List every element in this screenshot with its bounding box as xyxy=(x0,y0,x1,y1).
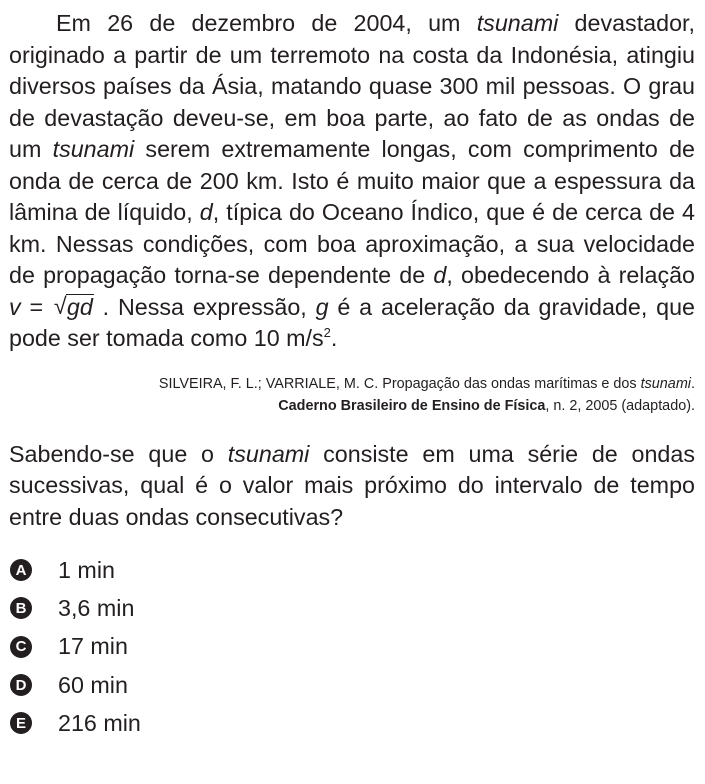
option-d[interactable] xyxy=(9,666,695,704)
passage-text: é a aceleração da gravidade, que pode ser tomada como 10 m/s xyxy=(9,293,695,351)
citation-line-1 xyxy=(9,373,695,395)
passage-paragraph xyxy=(9,8,695,355)
passage-italic-term: tsunami xyxy=(52,136,135,162)
equation-equals: = xyxy=(20,293,52,320)
option-c[interactable] xyxy=(9,628,695,666)
question-text: consiste em uma série de ondas sucessivas, qual é o valor mais próximo do intervalo de tempo entre duas ondas consecutivas? xyxy=(9,440,695,530)
option-text: 17 min xyxy=(58,633,128,660)
passage-variable: g xyxy=(315,293,329,320)
question-text: Sabendo-se que o xyxy=(9,440,228,467)
option-letter-badge: E xyxy=(10,712,32,734)
option-text: 60 min xyxy=(58,671,128,698)
passage-text: , obedecendo à relação xyxy=(446,262,696,288)
passage-text: . Nessa expressão, xyxy=(93,293,316,320)
passage-variable: d xyxy=(433,262,447,288)
citation-text: , n. 2, 2005 (adaptado). xyxy=(545,397,695,414)
passage-text: . xyxy=(330,325,338,351)
answer-options xyxy=(9,551,695,742)
option-letter-badge: B xyxy=(10,597,32,619)
citation-line-2 xyxy=(9,395,695,417)
passage-text: , típica do Oceano Índico, que é de cerca de 4 km. Nessas condições, com boa aproximação, a sua velocidade de propagação torna-se dependente de xyxy=(9,199,695,288)
option-e[interactable] xyxy=(9,704,695,742)
equation-variable: v xyxy=(9,293,21,320)
question-stem xyxy=(9,439,695,534)
radical-sign: √ xyxy=(53,292,67,319)
option-a[interactable] xyxy=(9,551,695,589)
passage-italic-term: tsunami xyxy=(476,10,559,36)
passage-text: serem extremamente longas, com comprimento de onda de cerca de 200 km. Isto é muito maior que a espessura da lâmina de líquido, xyxy=(9,136,695,225)
radicand: gd xyxy=(66,293,93,320)
option-text: 216 min xyxy=(58,709,141,736)
passage-text: devastador, originado a partir de um terremoto na costa da Indonésia, atingiu diversos países da Ásia, matando quase 300 mil pessoas. O grau de devastação deveu-se, em boa parte, ao fato de as ondas de um xyxy=(9,10,695,162)
option-text: 3,6 min xyxy=(58,594,135,621)
option-b[interactable] xyxy=(9,589,695,627)
square-root xyxy=(54,292,94,324)
option-letter-badge: D xyxy=(10,674,32,696)
journal-name: Caderno Brasileiro de Ensino de Física xyxy=(278,397,546,414)
option-text: 1 min xyxy=(58,556,115,583)
question-page xyxy=(9,8,695,758)
source-citation xyxy=(9,373,695,417)
passage-text: Em 26 de dezembro de 2004, um xyxy=(56,10,477,36)
option-letter-badge: C xyxy=(10,636,32,658)
citation-italic: tsunami xyxy=(640,375,691,392)
option-letter-badge: A xyxy=(10,559,32,581)
passage-variable: d xyxy=(199,199,213,225)
unit-exponent: 2 xyxy=(323,325,331,340)
citation-text: . xyxy=(691,375,695,392)
citation-text: SILVEIRA, F. L.; VARRIALE, M. C. Propagação das ondas marítimas e dos xyxy=(158,375,641,392)
question-italic-term: tsunami xyxy=(227,440,310,467)
